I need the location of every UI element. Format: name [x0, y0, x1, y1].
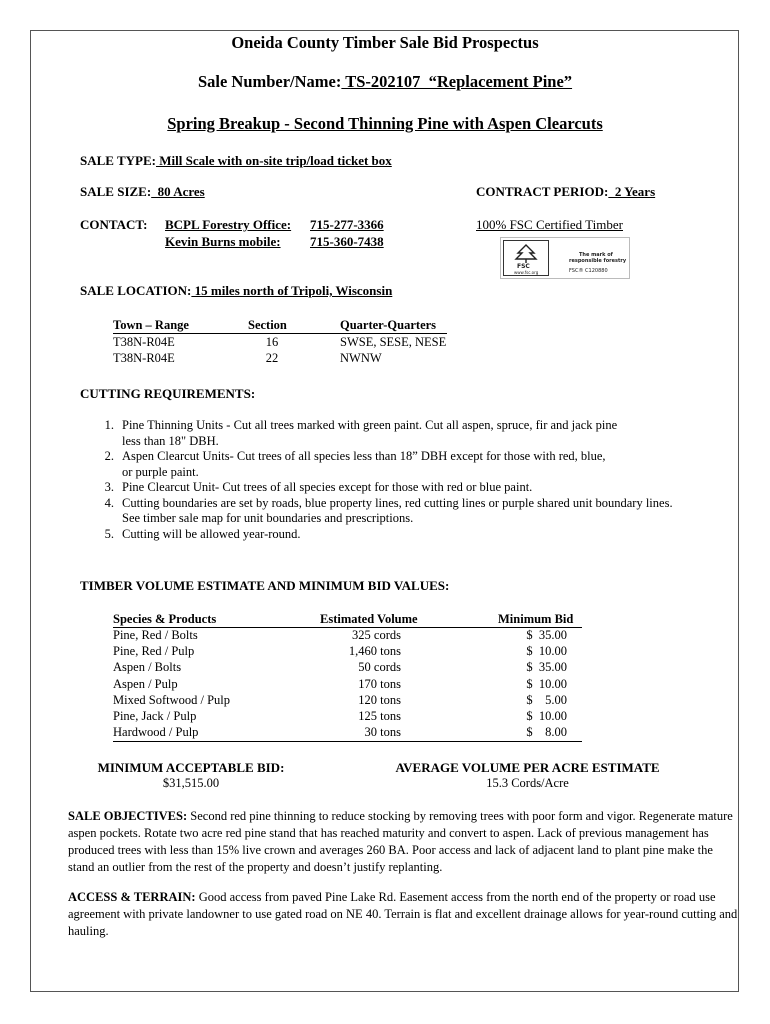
sale-size — [80, 184, 205, 200]
fsc-mark-line2: responsible forestry — [569, 258, 627, 264]
fsc-logo-url: www.fsc.org — [514, 270, 539, 275]
min-bid-label: MINIMUM ACCEPTABLE BID: — [97, 760, 285, 775]
table-cell: $ 10.00 — [526, 644, 567, 659]
table-cell: 120 tons — [358, 692, 401, 707]
sale-objectives-label: SALE OBJECTIVES: — [68, 809, 188, 823]
contact-line1-name: BCPL Forestry Office: — [165, 217, 292, 232]
list-item: 5. Cutting will be allowed year-round. — [104, 526, 301, 541]
volume-header-volume: Estimated Volume — [293, 612, 475, 628]
table-row: Pine, Red / Bolts — [113, 628, 198, 642]
sale-location — [80, 283, 392, 299]
access-terrain-label: ACCESS & TERRAIN: — [68, 890, 196, 904]
table-cell: NWNW — [340, 351, 382, 365]
contact-line1-phone: 715-277-3366 — [310, 217, 384, 232]
sale-number-value: TS-202107 “Replacement Pine” — [341, 72, 573, 91]
location-header-qq: Quarter-Quarters — [340, 318, 447, 334]
table-row: Aspen / Bolts — [113, 660, 182, 675]
table-cell: 16 — [265, 335, 279, 349]
table-row: Mixed Softwood / Pulp — [113, 692, 231, 707]
table-cell: $ 35.00 — [526, 628, 567, 642]
table-row: Aspen / Pulp — [113, 676, 178, 691]
sale-size-value: 80 Acres — [151, 184, 205, 199]
access-terrain — [68, 889, 740, 940]
sale-location-label: SALE LOCATION: — [80, 283, 192, 298]
cutting-heading: CUTTING REQUIREMENTS: — [80, 386, 256, 401]
table-cell: 325 cords — [352, 628, 401, 642]
table-cell: 30 tons — [364, 725, 401, 740]
fsc-logo-letters: FSC — [517, 263, 530, 270]
table-cell: $ 10.00 — [526, 676, 567, 691]
table-row: Pine, Red / Pulp — [113, 644, 195, 659]
volume-header-species: Species & Products — [113, 612, 293, 628]
table-cell: 1,460 tons — [348, 644, 401, 659]
contact-line2-name: Kevin Burns mobile: — [165, 234, 281, 249]
sale-type-label: SALE TYPE: — [80, 153, 156, 168]
sale-number-label: Sale Number/Name: — [197, 72, 342, 91]
volume-header-bid: Minimum Bid — [475, 612, 582, 628]
table-row: Hardwood / Pulp — [113, 725, 199, 740]
avg-volume-value: 15.3 Cords/Acre — [486, 776, 569, 790]
location-header-section: Section — [241, 318, 340, 334]
table-row: T38N-R04E — [113, 351, 175, 365]
cutting-list — [96, 418, 736, 542]
fsc-certification: 100% FSC Certified Timber — [476, 217, 623, 232]
page-subtitle: Spring Breakup - Second Thinning Pine with Aspen Clearcuts — [167, 114, 603, 133]
sale-objectives — [68, 808, 740, 876]
contact-label: CONTACT: — [80, 217, 148, 232]
table-cell: 22 — [265, 351, 279, 365]
volume-heading: TIMBER VOLUME ESTIMATE AND MINIMUM BID VALUES: — [80, 578, 450, 593]
table-cell: SWSE, SESE, NESE — [340, 335, 447, 349]
contract-period-value: 2 Years — [608, 184, 656, 199]
volume-table-bottom-rule — [113, 741, 582, 742]
table-cell: 125 tons — [358, 709, 401, 723]
list-item: 2. Aspen Clearcut Units- Cut trees of all species less than 18” DBH except for those with red, blue, or purple paint. — [104, 449, 606, 479]
fsc-mark-line1: The mark of — [579, 252, 613, 258]
list-item: 1. Pine Thinning Units - Cut all trees marked with green paint. Cut all aspen, spruce, fir and jack pine less than 18" DBH. — [104, 418, 618, 448]
table-cell: 50 cords — [358, 660, 401, 675]
table-cell: $ 8.00 — [526, 725, 567, 740]
sale-objectives-text: Second red pine thinning to reduce stocking by removing trees with poor form and vigor. Regenerate mature aspen pockets. Rotate two acre red pine stand that has reached maturity and convert to aspen. Lack of previous management has produced trees with less than 15% live crown and averages 260 BA. Poor access and lack of adjacent land to plant pine make the stand an outlier from the rest of the property and doesn’t justify replanting. — [68, 809, 733, 874]
fsc-tree-icon — [503, 240, 549, 276]
table-cell: $ 35.00 — [526, 660, 567, 675]
page-title: Oneida County Timber Sale Bid Prospectus — [231, 33, 539, 52]
access-terrain-text: Good access from paved Pine Lake Rd. Easement access from the north end of the property or road use agreement with private landowner to use gated road on NE 40. Terrain is flat and excellent drainage allows for year-round cutting and hauling. — [68, 890, 738, 938]
contract-period — [476, 184, 655, 200]
location-header-town: Town – Range — [113, 318, 241, 334]
sale-location-value: 15 miles north of Tripoli, Wisconsin — [191, 283, 393, 298]
table-cell: 170 tons — [358, 676, 401, 691]
sale-size-label: SALE SIZE: — [80, 184, 152, 199]
avg-volume-label: AVERAGE VOLUME PER ACRE ESTIMATE — [395, 760, 660, 775]
fsc-code: FSC® C120880 — [569, 268, 608, 274]
fsc-logo — [500, 237, 630, 279]
list-item: 4. Cutting boundaries are set by roads, blue property lines, red cutting lines or purple shared unit boundary lines. See timber sale map for unit boundaries and prescriptions. — [104, 495, 673, 525]
list-item: 3. Pine Clearcut Unit- Cut trees of all species except for those with red or blue paint. — [104, 480, 533, 494]
sale-type-value: Mill Scale with on-site trip/load ticket box — [155, 153, 392, 168]
table-cell: $ 10.00 — [526, 709, 567, 723]
contact-line2-phone: 715-360-7438 — [310, 234, 384, 249]
table-cell: $ 5.00 — [526, 692, 567, 707]
min-bid-value: $31,515.00 — [162, 776, 220, 790]
table-row: Pine, Jack / Pulp — [113, 709, 197, 723]
sale-number — [0, 72, 770, 92]
table-row: T38N-R04E — [113, 335, 175, 349]
contract-period-label: CONTRACT PERIOD: — [476, 184, 609, 199]
sale-type — [80, 153, 392, 169]
